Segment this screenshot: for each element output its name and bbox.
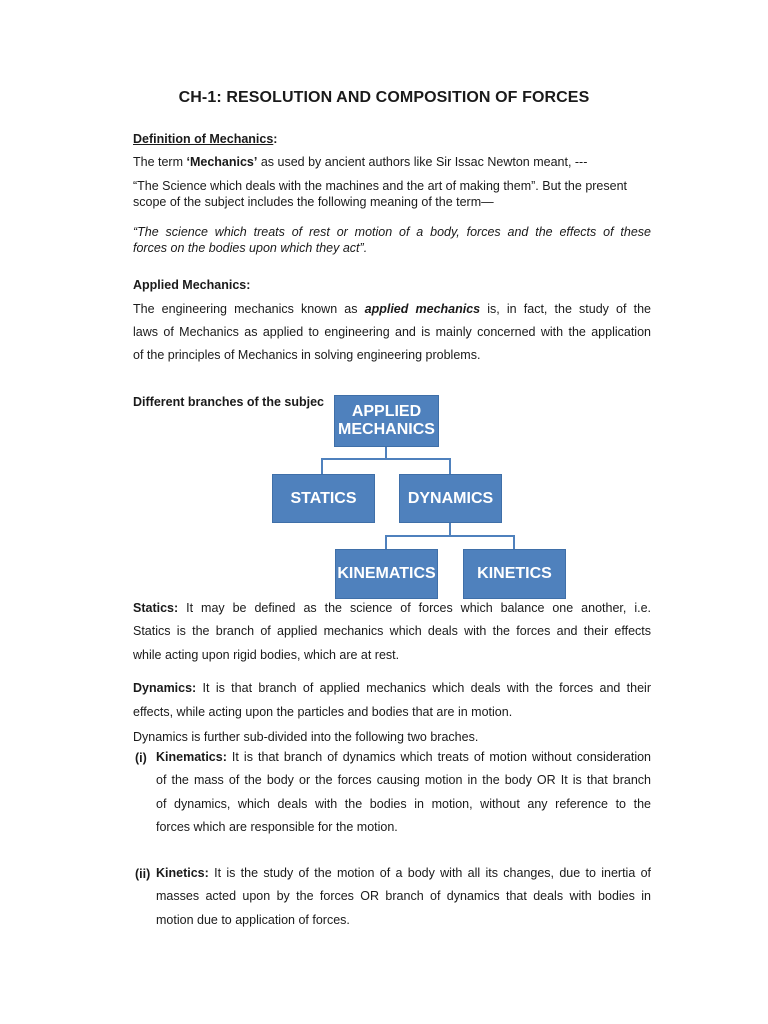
node-dynamics-label: DYNAMICS <box>407 489 494 507</box>
branches-heading: Different branches of the subjec <box>133 395 325 409</box>
kinetics-number: (ii) <box>135 867 151 881</box>
dynamics-line-1 <box>133 677 651 701</box>
node-kinematics <box>335 549 438 599</box>
definition-heading-text: Definition of Mechanics <box>133 132 274 146</box>
text-run: The term <box>133 155 187 169</box>
page-title: CH-1: RESOLUTION AND COMPOSITION OF FORCES <box>178 89 590 106</box>
node-kinetics-label: KINETICS <box>477 565 552 582</box>
statics-line-2: Statics is the branch of applied mechanics which deals with the forces and their effects <box>133 624 651 638</box>
connector-line <box>385 535 515 537</box>
node-dynamics <box>399 474 502 523</box>
bold-italic-term: applied mechanics <box>364 302 481 316</box>
node-kinematics-label: KINEMATICS <box>337 565 436 582</box>
node-label-line: APPLIED <box>351 403 422 420</box>
definition-quote-line-2: scope of the subject includes the following meaning of the term— <box>133 195 494 209</box>
dynamics-label: Dynamics: <box>133 681 197 695</box>
text-run: It may be defined as the science of forces which balance one another, i.e. <box>178 601 651 615</box>
connector-line <box>513 535 515 549</box>
connector-line <box>321 458 451 460</box>
definition-heading <box>133 131 651 148</box>
node-applied-mechanics-label <box>338 403 435 439</box>
kinematics-number: (i) <box>135 751 147 765</box>
text-run: It is that branch of dynamics which treats of motion without consideration <box>226 750 651 764</box>
dynamics-line-2: effects, while acting upon the particles and bodies that are in motion. <box>133 705 513 719</box>
text-run: The engineering mechanics known as <box>133 302 365 316</box>
applied-line-2: laws of Mechanics as applied to engineering and is mainly concerned with the application <box>133 325 651 339</box>
definition-italic-line-2: forces on the bodies upon which they act”. <box>133 241 368 255</box>
dynamics-line-3: Dynamics is further sub-divided into the following two braches. <box>133 730 479 744</box>
kinetics-line-1 <box>156 862 651 886</box>
text-run: It is the study of the motion of a body with all its changes, due to inertia of <box>208 866 651 880</box>
kinematics-line-2: of the mass of the body or the forces causing motion in the body OR It is that branch <box>156 773 651 787</box>
definition-line-1 <box>133 154 651 171</box>
node-applied-mechanics <box>334 395 439 447</box>
text-run: is, in fact, the study of the <box>480 302 651 316</box>
kinetics-label: Kinetics: <box>156 866 209 880</box>
node-statics <box>272 474 375 523</box>
statics-line-1 <box>133 597 651 621</box>
kinematics-line-4: forces which are responsible for the motion. <box>156 820 398 834</box>
node-label-line: MECHANICS <box>338 421 435 438</box>
kinematics-line-3: of dynamics, which deals with the bodies in motion, without any reference to the <box>156 797 651 811</box>
kinematics-line-1 <box>156 746 651 770</box>
connector-line <box>449 458 451 474</box>
bold-term: ‘Mechanics’ <box>186 155 258 169</box>
applied-line-1 <box>133 301 651 318</box>
node-kinetics <box>463 549 566 599</box>
statics-label: Statics: <box>133 601 179 615</box>
connector-line <box>385 535 387 549</box>
applied-heading: Applied Mechanics: <box>133 278 251 292</box>
kinetics-line-2: masses acted upon by the forces OR branch of dynamics that deals with bodies in <box>156 889 651 903</box>
text-run: It is that branch of applied mechanics which deals with the forces and their <box>196 681 651 695</box>
kinematics-label: Kinematics: <box>156 750 227 764</box>
kinetics-line-3: motion due to application of forces. <box>156 913 350 927</box>
statics-line-3: while acting upon rigid bodies, which are at rest. <box>133 648 400 662</box>
definition-quote-line-1: “The Science which deals with the machines and the art of making them”. But the present <box>133 179 628 193</box>
connector-line <box>321 458 323 474</box>
applied-line-3: of the principles of Mechanics in solving engineering problems. <box>133 348 481 362</box>
definition-italic-line-1: “The science which treats of rest or motion of a body, forces and the effects of these <box>133 225 651 239</box>
definition-heading-colon: : <box>273 132 278 146</box>
text-run: as used by ancient authors like Sir Issac Newton meant, --- <box>257 155 588 169</box>
node-statics-label: STATICS <box>290 489 357 507</box>
